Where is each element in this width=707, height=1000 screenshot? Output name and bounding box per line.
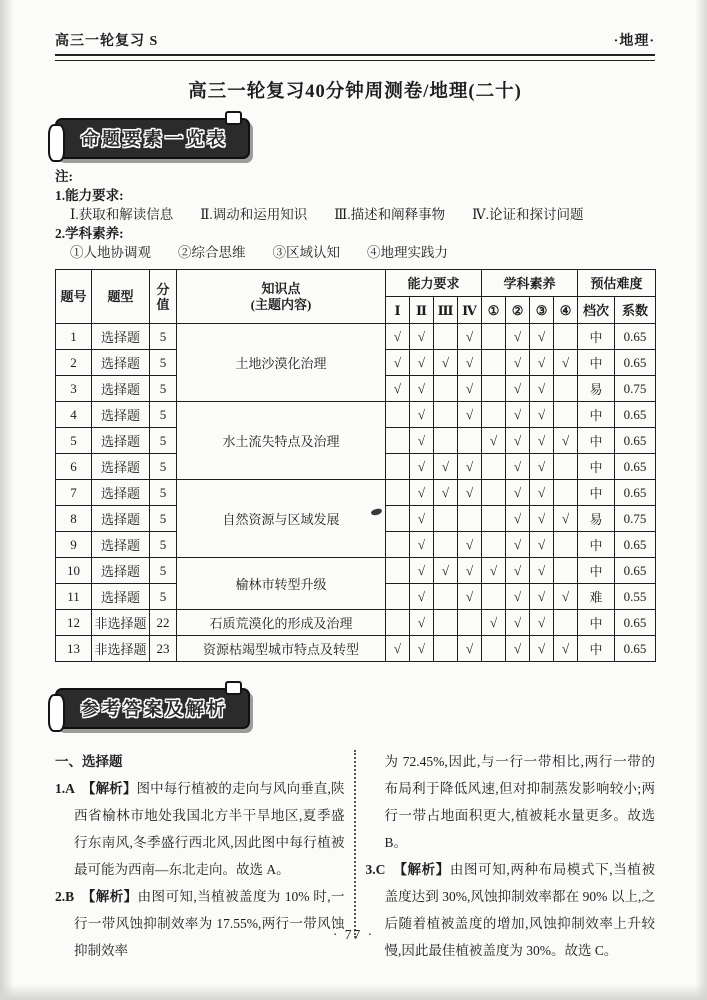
ability-mark-cell: [458, 428, 482, 454]
ability-mark-cell: [434, 610, 458, 636]
difficulty-coef-cell: 0.75: [615, 376, 656, 402]
ability-mark-cell: √: [410, 506, 434, 532]
qno-cell: 3: [56, 376, 92, 402]
answer-item-1: [55, 775, 345, 883]
difficulty-level-cell: 中: [578, 532, 615, 558]
answer-item-2: [55, 883, 345, 964]
difficulty-coef-cell: 0.65: [615, 532, 656, 558]
ability-mark-cell: √: [386, 350, 410, 376]
col-header-ability-3: Ⅲ: [434, 297, 458, 324]
literacy-mark-cell: √: [530, 324, 554, 350]
scroll-fold-icon: [225, 111, 242, 125]
ability-mark-cell: √: [410, 324, 434, 350]
col-header-ability-1: Ⅰ: [386, 297, 410, 324]
table-row: [56, 610, 656, 636]
qtype-cell: 选择题: [92, 454, 150, 480]
ability-mark-cell: √: [434, 480, 458, 506]
page-number: · 77 ·: [332, 927, 375, 942]
literacy-mark-cell: √: [506, 506, 530, 532]
ability-mark-cell: √: [386, 376, 410, 402]
ability-mark-cell: √: [410, 636, 434, 662]
col-header-literacy-3: ③: [530, 297, 554, 324]
col-header-ability-4: Ⅳ: [458, 297, 482, 324]
literacy-mark-cell: √: [482, 610, 506, 636]
analysis-tag: 【解析】: [400, 862, 450, 877]
document-page: [55, 30, 655, 964]
col-header-difficulty-level: 档次: [578, 297, 615, 324]
difficulty-coef-cell: 0.65: [615, 454, 656, 480]
analysis-text: 为 72.45%,因此,与一行一带相比,两行一带的布局利于降低风速,但对抑制蒸发影响较小;两行一带占地面积更大,植被耗水量更多。故选 B。: [384, 754, 655, 850]
knowledge-cell: 自然资源与区域发展: [177, 480, 386, 558]
ability-mark-cell: √: [458, 584, 482, 610]
difficulty-coef-cell: 0.65: [615, 480, 656, 506]
score-cell: 5: [150, 350, 177, 376]
qtype-cell: 选择题: [92, 532, 150, 558]
answer-number: 1.A: [55, 781, 75, 796]
ability-mark-cell: [458, 610, 482, 636]
qno-cell: 1: [56, 324, 92, 350]
qno-cell: 6: [56, 454, 92, 480]
col-header-difficulty-coef: 系数: [615, 297, 656, 324]
banner-answers-analysis-label: 参考答案及解析: [81, 699, 228, 719]
analysis-tag: 【解析】: [88, 781, 137, 796]
qno-cell: 5: [56, 428, 92, 454]
literacy-mark-cell: [482, 584, 506, 610]
subject-literacy-heading: 2.学科素养:: [55, 226, 124, 241]
literacy-mark-cell: √: [506, 324, 530, 350]
literacy-mark-cell: [482, 454, 506, 480]
score-cell: 5: [150, 376, 177, 402]
literacy-mark-cell: √: [530, 350, 554, 376]
col-header-literacy-4: ④: [554, 297, 578, 324]
col-header-literacy-2: ②: [506, 297, 530, 324]
literacy-mark-cell: √: [530, 558, 554, 584]
knowledge-cell: 土地沙漠化治理: [177, 324, 386, 402]
ability-mark-cell: √: [410, 402, 434, 428]
table-row: [56, 480, 656, 506]
answer-number: 3.C: [365, 862, 386, 877]
qtype-cell: 非选择题: [92, 636, 150, 662]
literacy-mark-cell: [554, 558, 578, 584]
literacy-mark-cell: [482, 506, 506, 532]
literacy-mark-cell: √: [530, 506, 554, 532]
literacy-mark-cell: [482, 324, 506, 350]
score-cell: 5: [150, 428, 177, 454]
qno-cell: 7: [56, 480, 92, 506]
page-title: 高三一轮复习40分钟周测卷/地理(二十): [188, 82, 522, 102]
literacy-mark-cell: √: [554, 428, 578, 454]
literacy-mark-cell: √: [530, 428, 554, 454]
literacy-mark-cell: √: [530, 480, 554, 506]
literacy-mark-cell: √: [554, 350, 578, 376]
literacy-mark-cell: √: [506, 480, 530, 506]
qtype-cell: 选择题: [92, 584, 150, 610]
knowledge-cell: 榆林市转型升级: [177, 558, 386, 610]
literacy-mark-cell: √: [482, 428, 506, 454]
difficulty-level-cell: 易: [578, 506, 615, 532]
answer-item-3: [366, 856, 656, 964]
knowledge-cell: 水土流失特点及治理: [177, 402, 386, 480]
col-header-knowledge-title: 知识点: [261, 280, 301, 296]
ability-mark-cell: √: [434, 350, 458, 376]
literacy-mark-cell: [482, 350, 506, 376]
literacy-mark-cell: √: [554, 636, 578, 662]
difficulty-level-cell: 难: [578, 584, 615, 610]
score-cell: 23: [150, 636, 177, 662]
ability-mark-cell: [386, 532, 410, 558]
col-header-literacy-group: 学科素养: [482, 270, 578, 297]
col-header-knowledge-sub: (主题内容): [250, 296, 312, 312]
col-header-knowledge: [177, 270, 386, 324]
ability-mark-cell: √: [386, 636, 410, 662]
literacy-mark-cell: [554, 376, 578, 402]
literacy-mark-cell: √: [530, 376, 554, 402]
score-cell: 5: [150, 324, 177, 350]
scan-edge-right: [695, 0, 707, 1000]
scroll-fold-icon: [225, 681, 242, 695]
difficulty-coef-cell: 0.65: [615, 324, 656, 350]
answer-item-2-continued: [366, 748, 656, 856]
literacy-mark-cell: √: [506, 636, 530, 662]
literacy-mark-cell: [554, 532, 578, 558]
literacy-mark-cell: √: [506, 376, 530, 402]
literacy-mark-cell: √: [506, 350, 530, 376]
literacy-mark-cell: √: [506, 428, 530, 454]
ability-mark-cell: [386, 454, 410, 480]
ability-mark-cell: √: [458, 350, 482, 376]
difficulty-coef-cell: 0.65: [615, 350, 656, 376]
ability-mark-cell: √: [410, 428, 434, 454]
table-row: [56, 402, 656, 428]
ability-mark-cell: √: [458, 402, 482, 428]
ability-mark-cell: [458, 506, 482, 532]
score-cell: 5: [150, 402, 177, 428]
qno-cell: 13: [56, 636, 92, 662]
literacy-mark-cell: √: [506, 610, 530, 636]
ability-mark-cell: [386, 480, 410, 506]
difficulty-coef-cell: 0.65: [615, 558, 656, 584]
analysis-tag: 【解析】: [88, 889, 138, 904]
ability-mark-cell: √: [458, 454, 482, 480]
literacy-mark-cell: [482, 480, 506, 506]
ability-mark-cell: [434, 376, 458, 402]
literacy-mark-cell: [554, 454, 578, 480]
scroll-curl-icon: [48, 694, 65, 732]
literacy-mark-cell: [554, 402, 578, 428]
col-header-literacy-1: ①: [482, 297, 506, 324]
literacy-mark-cell: √: [554, 584, 578, 610]
ability-mark-cell: √: [410, 558, 434, 584]
answers-section-heading: 一、选择题: [55, 754, 123, 769]
answer-number: 2.B: [55, 889, 75, 904]
literacy-mark-cell: √: [530, 636, 554, 662]
col-header-question-type: 题型: [92, 270, 150, 324]
literacy-mark-cell: [482, 376, 506, 402]
qtype-cell: 选择题: [92, 428, 150, 454]
score-cell: 22: [150, 610, 177, 636]
qtype-cell: 选择题: [92, 376, 150, 402]
literacy-mark-cell: [482, 402, 506, 428]
ability-mark-cell: [434, 428, 458, 454]
ability-mark-cell: √: [410, 350, 434, 376]
ability-mark-cell: [386, 506, 410, 532]
ability-mark-cell: √: [458, 636, 482, 662]
score-cell: 5: [150, 558, 177, 584]
literacy-mark-cell: √: [506, 402, 530, 428]
page-header: [55, 30, 655, 50]
difficulty-level-cell: 中: [578, 480, 615, 506]
col-header-question-no: 题号: [56, 270, 92, 324]
table-row: [56, 636, 656, 662]
ability-mark-cell: √: [410, 532, 434, 558]
literacy-mark-cell: √: [506, 584, 530, 610]
banner-exam-elements: [55, 118, 250, 159]
scan-edge-bottom: [0, 984, 707, 1000]
ability-mark-cell: √: [410, 480, 434, 506]
score-cell: 5: [150, 480, 177, 506]
literacy-mark-cell: [554, 480, 578, 506]
header-course-label: 高三一轮复习 S: [55, 34, 159, 49]
exam-blueprint-table: [55, 269, 656, 662]
qno-cell: 9: [56, 532, 92, 558]
literacy-mark-cell: √: [530, 454, 554, 480]
difficulty-level-cell: 中: [578, 636, 615, 662]
difficulty-level-cell: 中: [578, 454, 615, 480]
qtype-cell: 选择题: [92, 480, 150, 506]
ability-requirements-items: Ⅰ.获取和解读信息 Ⅱ.调动和运用知识 Ⅲ.描述和阐释事物 Ⅳ.论证和探讨问题: [70, 207, 584, 222]
literacy-mark-cell: [482, 636, 506, 662]
score-cell: 5: [150, 584, 177, 610]
qno-cell: 2: [56, 350, 92, 376]
qno-cell: 12: [56, 610, 92, 636]
qno-cell: 4: [56, 402, 92, 428]
qtype-cell: 选择题: [92, 558, 150, 584]
literacy-mark-cell: √: [530, 584, 554, 610]
ability-mark-cell: √: [458, 376, 482, 402]
ability-mark-cell: √: [386, 324, 410, 350]
ability-mark-cell: [434, 636, 458, 662]
col-header-ability-group: 能力要求: [386, 270, 482, 297]
ability-mark-cell: [434, 584, 458, 610]
literacy-mark-cell: √: [506, 558, 530, 584]
literacy-mark-cell: √: [482, 558, 506, 584]
notes-label: 注:: [55, 169, 73, 184]
qtype-cell: 选择题: [92, 506, 150, 532]
knowledge-cell: 资源枯竭型城市特点及转型: [177, 636, 386, 662]
literacy-mark-cell: √: [530, 610, 554, 636]
difficulty-level-cell: 中: [578, 610, 615, 636]
ability-mark-cell: [434, 324, 458, 350]
difficulty-coef-cell: 0.55: [615, 584, 656, 610]
qtype-cell: 选择题: [92, 324, 150, 350]
literacy-mark-cell: √: [530, 532, 554, 558]
ability-mark-cell: √: [410, 610, 434, 636]
ability-mark-cell: [386, 584, 410, 610]
qtype-cell: 非选择题: [92, 610, 150, 636]
difficulty-coef-cell: 0.65: [615, 636, 656, 662]
ability-mark-cell: √: [434, 454, 458, 480]
ability-mark-cell: √: [458, 480, 482, 506]
literacy-mark-cell: [554, 610, 578, 636]
ability-mark-cell: √: [458, 532, 482, 558]
score-cell: 5: [150, 506, 177, 532]
difficulty-level-cell: 中: [578, 324, 615, 350]
banner-exam-elements-label: 命题要素一览表: [81, 129, 228, 149]
header-divider: [55, 54, 655, 61]
ability-mark-cell: [386, 402, 410, 428]
difficulty-coef-cell: 0.75: [615, 506, 656, 532]
scan-edge-left: [0, 0, 14, 1000]
col-header-ability-2: Ⅱ: [410, 297, 434, 324]
literacy-mark-cell: [482, 532, 506, 558]
ability-mark-cell: √: [458, 558, 482, 584]
notes-section: [55, 167, 655, 262]
analysis-text: 图中每行植被的走向与风向垂直,陕西省榆林市地处我国北方半干旱地区,夏季盛行东南风,冬季盛行西北风,因此图中每行植被最可能为西南—东北走向。故选 A。: [74, 781, 345, 877]
ability-mark-cell: √: [410, 454, 434, 480]
ability-mark-cell: [386, 558, 410, 584]
ability-mark-cell: [434, 402, 458, 428]
qno-cell: 10: [56, 558, 92, 584]
ability-requirements-heading: 1.能力要求:: [55, 188, 124, 203]
difficulty-coef-cell: 0.65: [615, 428, 656, 454]
qtype-cell: 选择题: [92, 350, 150, 376]
col-header-score: 分值: [150, 270, 177, 324]
knowledge-cell: 石质荒漠化的形成及治理: [177, 610, 386, 636]
banner-answers-analysis: [55, 688, 250, 729]
scroll-curl-icon: [48, 124, 65, 162]
ability-mark-cell: [386, 610, 410, 636]
score-cell: 5: [150, 454, 177, 480]
difficulty-level-cell: 中: [578, 402, 615, 428]
literacy-mark-cell: √: [554, 506, 578, 532]
analysis-text: 由图可知,两种布局模式下,当植被盖度达到 30%,风蚀抑制效率都在 90% 以上,之后随着植被盖度的增加,风蚀抑制效率上升较慢,因此最佳植被盖度为 30%。故选 C。: [384, 862, 655, 958]
ability-mark-cell: √: [410, 376, 434, 402]
difficulty-level-cell: 中: [578, 428, 615, 454]
table-row: [56, 558, 656, 584]
difficulty-level-cell: 中: [578, 558, 615, 584]
col-header-difficulty-group: 预估难度: [578, 270, 656, 297]
header-subject-label: ·地理·: [613, 34, 655, 49]
table-header-row-1: [56, 270, 656, 297]
score-cell: 5: [150, 532, 177, 558]
difficulty-coef-cell: 0.65: [615, 402, 656, 428]
ability-mark-cell: [386, 428, 410, 454]
column-divider: [354, 750, 356, 938]
difficulty-coef-cell: 0.65: [615, 610, 656, 636]
literacy-mark-cell: √: [506, 532, 530, 558]
analysis-text: 由图可知,当植被盖度为 10% 时,一行一带风蚀抑制效率为 17.55%,两行一带风蚀抑制效率: [74, 889, 345, 958]
table-row: [56, 324, 656, 350]
ability-mark-cell: √: [434, 558, 458, 584]
literacy-mark-cell: √: [506, 454, 530, 480]
qtype-cell: 选择题: [92, 402, 150, 428]
qno-cell: 8: [56, 506, 92, 532]
ability-mark-cell: √: [410, 584, 434, 610]
ability-mark-cell: √: [458, 324, 482, 350]
difficulty-level-cell: 中: [578, 350, 615, 376]
literacy-mark-cell: √: [530, 402, 554, 428]
ability-mark-cell: [434, 506, 458, 532]
literacy-mark-cell: [554, 324, 578, 350]
ability-mark-cell: [434, 532, 458, 558]
difficulty-level-cell: 易: [578, 376, 615, 402]
qno-cell: 11: [56, 584, 92, 610]
subject-literacy-items: ①人地协调观 ②综合思维 ③区域认知 ④地理实践力: [70, 245, 448, 260]
